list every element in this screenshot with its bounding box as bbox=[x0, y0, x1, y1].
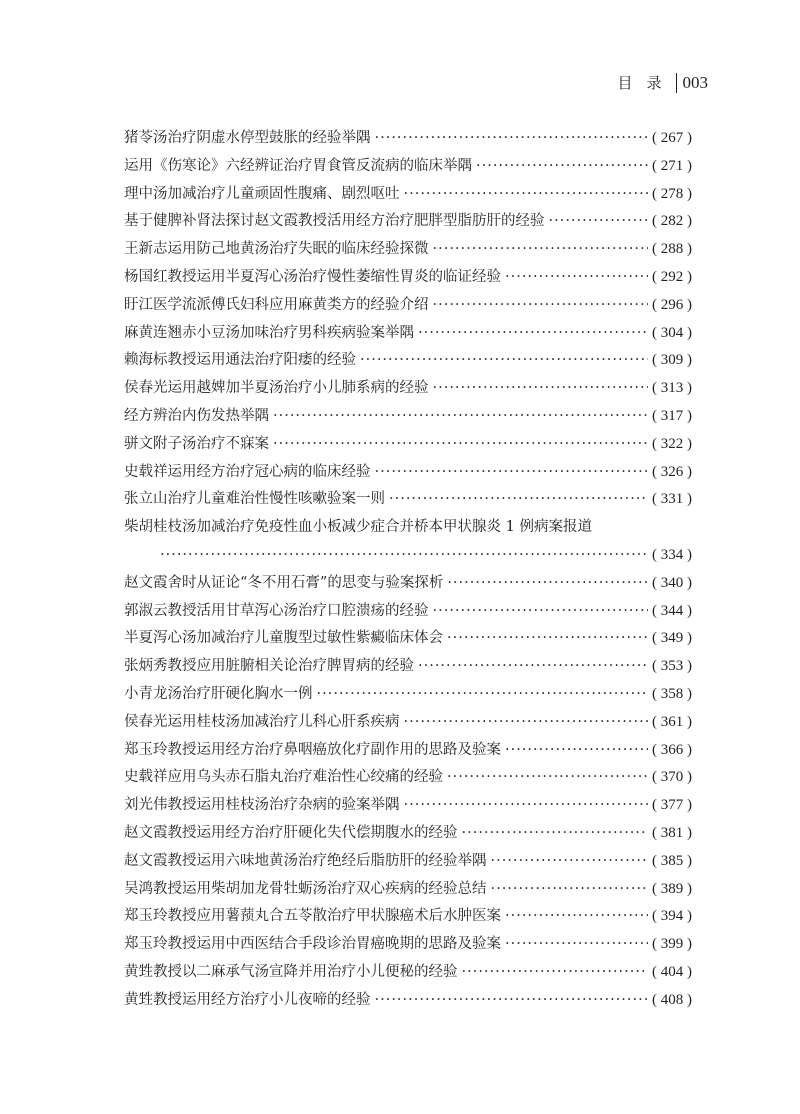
dot-leader bbox=[433, 236, 649, 264]
toc-page-number: ( 317 ) bbox=[652, 407, 692, 424]
toc-page-value: 370 bbox=[660, 769, 684, 786]
dot-leader bbox=[375, 987, 649, 1015]
toc-page-number: ( 296 ) bbox=[652, 296, 692, 313]
toc-entry-title: 骈文附子汤治疗不寐案 bbox=[124, 435, 269, 452]
toc-page-number: ( 278 ) bbox=[652, 185, 692, 202]
toc-page-value: 408 bbox=[660, 991, 684, 1008]
toc-entry[interactable] bbox=[124, 820, 692, 848]
toc-page-value: 331 bbox=[660, 491, 684, 508]
toc-page-value: 385 bbox=[660, 852, 684, 869]
toc-page-number: ( 326 ) bbox=[652, 463, 692, 480]
toc-page-number: ( 404 ) bbox=[652, 963, 692, 980]
toc-page-value: 322 bbox=[660, 435, 684, 452]
toc-page-number: ( 304 ) bbox=[652, 324, 692, 341]
toc-entry[interactable] bbox=[124, 709, 692, 737]
toc-page-value: 389 bbox=[660, 880, 684, 897]
dot-leader bbox=[447, 570, 648, 598]
dot-leader bbox=[375, 459, 649, 487]
toc-page-value: 340 bbox=[660, 574, 684, 591]
toc-entry-title: 赖海标教授运用通法治疗阳痿的经验 bbox=[124, 352, 356, 369]
toc-page-value: 361 bbox=[660, 713, 684, 730]
toc-entry-title: 经方辨治内伤发热举隅 bbox=[124, 407, 269, 424]
toc-entry[interactable] bbox=[124, 737, 692, 765]
toc-entry[interactable] bbox=[124, 931, 692, 959]
toc-entry[interactable] bbox=[124, 208, 692, 236]
toc-page-number: ( 334 ) bbox=[652, 546, 692, 563]
toc-page-number: ( 361 ) bbox=[652, 713, 692, 730]
toc-entry[interactable] bbox=[124, 153, 692, 181]
toc-page-number: ( 366 ) bbox=[652, 741, 692, 758]
dot-leader bbox=[360, 347, 648, 375]
dot-leader bbox=[505, 903, 648, 931]
dot-leader bbox=[317, 681, 649, 709]
dot-leader bbox=[273, 403, 648, 431]
toc-page-value: 278 bbox=[660, 185, 684, 202]
toc-page-number: ( 349 ) bbox=[652, 630, 692, 647]
toc-page-value: 399 bbox=[660, 936, 684, 953]
dot-leader bbox=[433, 292, 649, 320]
toc-page-number: ( 385 ) bbox=[652, 852, 692, 869]
dot-leader bbox=[491, 876, 649, 904]
toc-entry-title: 郑玉玲教授运用中西医结合手段诊治胃癌晚期的思路及验案 bbox=[124, 936, 501, 953]
dot-leader bbox=[505, 264, 648, 292]
dot-leader bbox=[418, 653, 648, 681]
toc-entry[interactable] bbox=[124, 320, 692, 348]
toc-entry[interactable] bbox=[124, 125, 692, 153]
toc-page-value: 366 bbox=[660, 741, 684, 758]
toc-page-number: ( 377 ) bbox=[652, 797, 692, 814]
dot-leader bbox=[375, 125, 649, 153]
toc-entry[interactable] bbox=[124, 459, 692, 487]
toc-entry[interactable] bbox=[124, 264, 692, 292]
toc-entry-title: 赵文霞教授运用经方治疗肝硬化失代偿期腹水的经验 bbox=[124, 824, 458, 841]
dot-leader bbox=[433, 598, 649, 626]
toc-page-value: 317 bbox=[660, 407, 684, 424]
toc-page-number: ( 394 ) bbox=[652, 908, 692, 925]
toc-page-number: ( 267 ) bbox=[652, 130, 692, 146]
toc-entry[interactable] bbox=[124, 792, 692, 820]
toc-page-number: ( 408 ) bbox=[652, 991, 692, 1008]
section-title: 目录 bbox=[617, 74, 676, 92]
toc-entry[interactable] bbox=[124, 764, 692, 792]
toc-page-value: 334 bbox=[660, 546, 684, 563]
toc-entry-title: 黄甡教授运用经方治疗小儿夜啼的经验 bbox=[124, 991, 371, 1008]
toc-entry-title: 柴胡桂枝汤加减治疗免疫性血小板减少症合并桥本甲状腺炎 1 例病案报道 bbox=[124, 519, 592, 536]
toc-entry-title: 麻黄连翘赤小豆汤加味治疗男科疾病验案举隅 bbox=[124, 324, 414, 341]
toc-page-number: ( 381 ) bbox=[652, 824, 692, 841]
toc-entry-title: 赵文霞教授运用六味地黄汤治疗绝经后脂肪肝的经验举隅 bbox=[124, 852, 487, 869]
toc-entry[interactable] bbox=[124, 181, 692, 209]
toc-entry-title: 张炳秀教授应用脏腑相关论治疗脾胃病的经验 bbox=[124, 658, 414, 675]
toc-page-value: 344 bbox=[660, 602, 684, 619]
toc-page-value: 313 bbox=[660, 380, 684, 397]
toc-page-value: 292 bbox=[660, 268, 684, 285]
toc-page-number: ( 271 ) bbox=[652, 157, 692, 174]
toc-entry-title: 侯春光运用桂枝汤加减治疗儿科心肝系疾病 bbox=[124, 713, 400, 730]
toc-page-value: 394 bbox=[660, 908, 684, 925]
dot-leader bbox=[447, 764, 648, 792]
dot-leader bbox=[273, 431, 648, 459]
toc-page-value: 267 bbox=[660, 130, 684, 146]
toc-page-number: ( 370 ) bbox=[652, 769, 692, 786]
toc-entry-title: 黄甡教授以二麻承气汤宣降并用治疗小儿便秘的经验 bbox=[124, 963, 458, 980]
toc-entry-title: 吴鸿教授运用柴胡加龙骨牡蛎汤治疗双心疾病的经验总结 bbox=[124, 880, 487, 897]
dot-leader bbox=[418, 320, 648, 348]
toc-entry-title: 小青龙汤治疗肝硬化胸水一例 bbox=[124, 685, 313, 702]
toc-entry[interactable] bbox=[124, 625, 692, 653]
dot-leader bbox=[462, 820, 649, 848]
toc-page-value: 296 bbox=[660, 296, 684, 313]
toc-entry-title: 王新志运用防己地黄汤治疗失眠的临床经验探微 bbox=[124, 241, 429, 258]
toc-entry-title: 杨国红教授运用半夏泻心汤治疗慢性萎缩性胃炎的临证经验 bbox=[124, 268, 501, 285]
dot-leader bbox=[404, 181, 649, 209]
dot-leader bbox=[404, 709, 649, 737]
toc-entry-title: 运用《伤寒论》六经辨证治疗胃食管反流病的临床举隅 bbox=[124, 157, 472, 174]
toc-entry[interactable] bbox=[124, 375, 692, 403]
toc-entry[interactable] bbox=[124, 903, 692, 931]
toc-page-value: 282 bbox=[660, 213, 684, 230]
toc-page-value: 358 bbox=[660, 685, 684, 702]
toc-entry[interactable] bbox=[124, 347, 692, 375]
dot-leader bbox=[505, 931, 648, 959]
toc-page-value: 377 bbox=[660, 797, 684, 814]
toc-entry[interactable] bbox=[124, 876, 692, 904]
toc-page-value: 349 bbox=[660, 630, 684, 647]
toc-entry[interactable] bbox=[124, 959, 692, 987]
toc-page-number: ( 399 ) bbox=[652, 936, 692, 953]
toc-entry-title: 理中汤加减治疗儿童顽固性腹痛、剧烈呕吐 bbox=[124, 185, 400, 202]
toc-page-value: 353 bbox=[660, 658, 684, 675]
toc-entry-title: 半夏泻心汤加减治疗儿童腹型过敏性紫癜临床体会 bbox=[124, 630, 443, 647]
dot-leader bbox=[160, 542, 648, 570]
toc-entry[interactable] bbox=[124, 236, 692, 264]
toc-page-number: ( 331 ) bbox=[652, 491, 692, 508]
toc-entry[interactable] bbox=[124, 431, 692, 459]
toc-page-number: ( 292 ) bbox=[652, 268, 692, 285]
toc-entry[interactable] bbox=[124, 570, 692, 598]
toc-entry-title: 张立山治疗儿童难治性慢性咳嗽验案一则 bbox=[124, 491, 385, 508]
dot-leader bbox=[433, 375, 649, 403]
toc-page-number: ( 322 ) bbox=[652, 435, 692, 452]
toc-entry-title: 侯春光运用越婢加半夏汤治疗小儿肺系病的经验 bbox=[124, 380, 429, 397]
toc-entry-title: 基于健脾补肾法探讨赵文霞教授活用经方治疗肥胖型脂肪肝的经验 bbox=[124, 213, 545, 230]
toc-entry[interactable] bbox=[124, 598, 692, 626]
dot-leader bbox=[389, 486, 648, 514]
toc-entry-title: 郑玉玲教授运用经方治疗鼻咽癌放化疗副作用的思路及验案 bbox=[124, 741, 501, 758]
toc-entry-title: 刘光伟教授运用桂枝汤治疗杂病的验案举隅 bbox=[124, 797, 400, 814]
toc-page-value: 304 bbox=[660, 324, 684, 341]
toc-page-number: ( 313 ) bbox=[652, 380, 692, 397]
toc-page-value: 309 bbox=[660, 352, 684, 369]
dot-leader bbox=[462, 959, 649, 987]
dot-leader bbox=[491, 848, 649, 876]
dot-leader bbox=[404, 792, 649, 820]
toc-entry-title: 史载祥应用乌头赤石脂丸治疗难治性心绞痛的经验 bbox=[124, 769, 443, 786]
table-of-contents bbox=[124, 125, 692, 1015]
toc-page-number: ( 340 ) bbox=[652, 574, 692, 591]
toc-entry[interactable] bbox=[124, 403, 692, 431]
dot-leader bbox=[549, 208, 649, 236]
toc-page-number: ( 389 ) bbox=[652, 880, 692, 897]
toc-page-number: ( 288 ) bbox=[652, 241, 692, 258]
toc-page-value: 381 bbox=[660, 824, 684, 841]
toc-page-number: ( 309 ) bbox=[652, 352, 692, 369]
toc-entry-title: 盱江医学流派傅氏妇科应用麻黄类方的经验介绍 bbox=[124, 296, 429, 313]
toc-entry[interactable] bbox=[124, 514, 692, 570]
toc-page-value: 326 bbox=[660, 463, 684, 480]
toc-entry[interactable] bbox=[124, 681, 692, 709]
toc-entry-title: 史载祥运用经方治疗冠心病的临床经验 bbox=[124, 463, 371, 480]
toc-page-value: 288 bbox=[660, 241, 684, 258]
toc-entry[interactable] bbox=[124, 987, 692, 1015]
running-header bbox=[617, 72, 708, 93]
toc-page-number: ( 282 ) bbox=[652, 213, 692, 230]
toc-entry[interactable] bbox=[124, 292, 692, 320]
toc-entry-title: 郑玉玲教授应用薯蓣丸合五苓散治疗甲状腺癌术后水肿医案 bbox=[124, 908, 501, 925]
page-number: 003 bbox=[682, 72, 708, 92]
dot-leader bbox=[476, 153, 648, 181]
toc-page-number: ( 344 ) bbox=[652, 602, 692, 619]
toc-page-value: 271 bbox=[660, 157, 684, 174]
toc-entry[interactable] bbox=[124, 848, 692, 876]
toc-entry-title: 赵文霞舍时从证论“冬不用石膏”的思变与验案探析 bbox=[124, 574, 444, 591]
toc-entry[interactable] bbox=[124, 486, 692, 514]
toc-page-number: ( 353 ) bbox=[652, 658, 692, 675]
header-divider bbox=[676, 73, 677, 93]
toc-entry-title: 郭淑云教授活用甘草泻心汤治疗口腔溃疡的经验 bbox=[124, 602, 429, 619]
toc-page-number: ( 358 ) bbox=[652, 685, 692, 702]
toc-entry-title: 猪苓汤治疗阴虚水停型鼓胀的经验举隅 bbox=[124, 130, 371, 146]
dot-leader bbox=[447, 625, 648, 653]
toc-entry[interactable] bbox=[124, 653, 692, 681]
toc-page-value: 404 bbox=[660, 963, 684, 980]
dot-leader bbox=[505, 737, 648, 765]
